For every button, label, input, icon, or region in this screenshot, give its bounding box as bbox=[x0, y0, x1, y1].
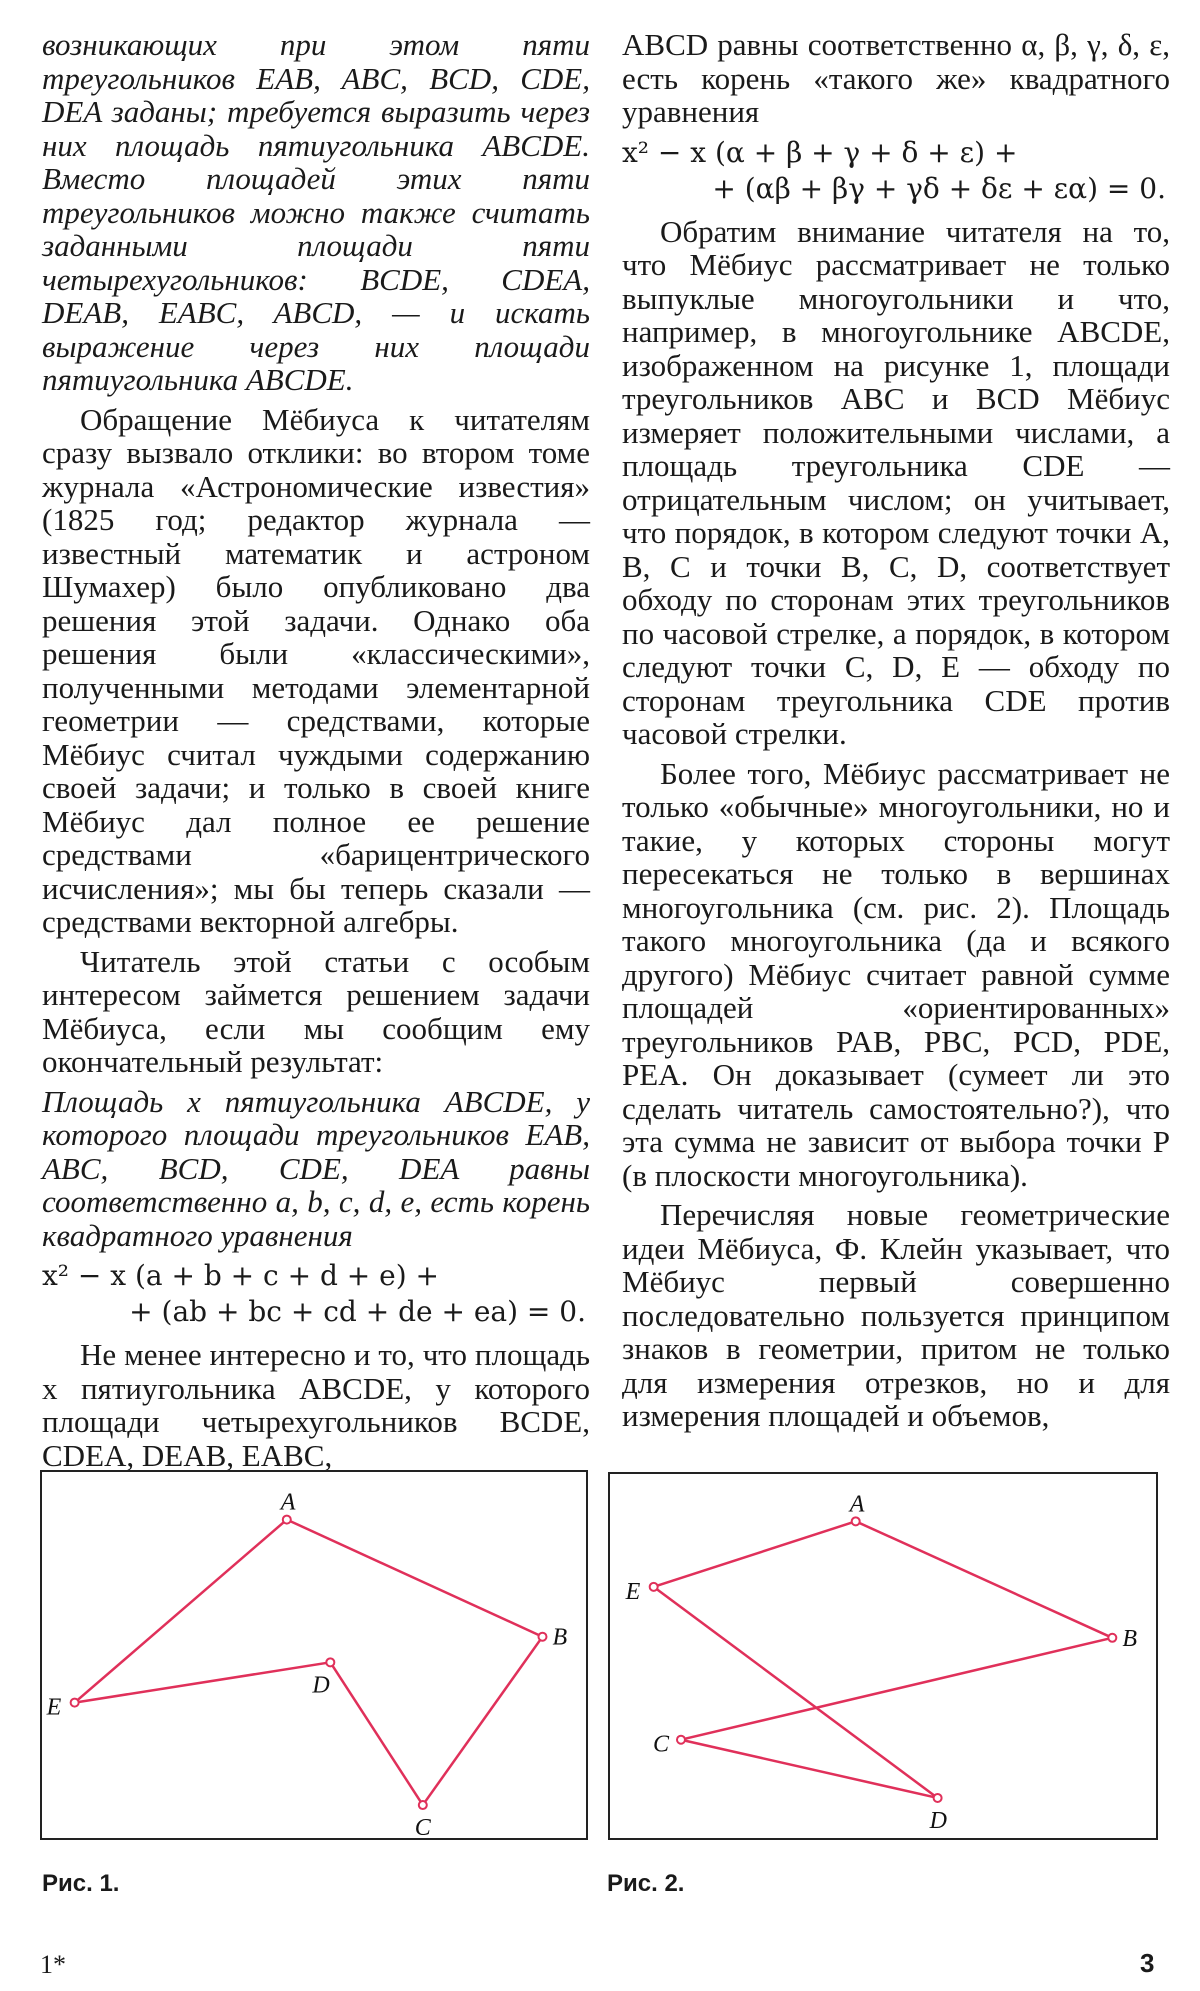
left-paragraph-1: возникающих при этом пяти треугольников EAB, ABC, BCD, CDE, DEA заданы; требуется выразить через них площадь пятиугольника ABCDE. Вместо площадей этих пяти треугольников можно также считать заданными площади пяти четырехугольников: BCDE, CDEA, DEAB, EABC, ABCD, — и искать выражение через них площади пятиугольника ABCDE. bbox=[42, 27, 590, 397]
figure-1-edge-BC bbox=[423, 1637, 543, 1805]
left-formula bbox=[42, 1258, 590, 1330]
figure-2-vertex-D bbox=[934, 1794, 942, 1802]
figure-2-label-A: A bbox=[849, 1491, 865, 1518]
right-paragraph-2: Обратим внимание читателя на то, что Мёбиус рассматривает не только выпуклые многоугольники и что, например, в многоугольнике ABCDE, изображенном на рисунке 1, площади треугольников ABC и BCD Мёбиус измеряет положительными числами, а площадь треугольника CDE — отрицательным числом; он учитывает, что порядок, в котором следуют точки A, B, C и точки B, C, D, соответствует обходу по сторонам этих треугольников по часовой стрелке, а порядок, в котором следуют точки C, D, E — обходу по сторонам треугольника CDE против часовой стрелки. bbox=[622, 213, 1170, 751]
figure-1-vertex-D bbox=[326, 1658, 334, 1666]
figure-1-label-E: E bbox=[46, 1694, 62, 1721]
right-paragraph-4: Перечисляя новые геометрические идеи Мёбиуса, Ф. Клейн указывает, что Мёбиус первый совершенно последовательно пользуется принципом знаков в геометрии, притом не только для измерения отрезков, но и для измерения площадей и объемов, bbox=[622, 1197, 1170, 1433]
left-formula-line-2: + (ab + bc + cd + de + ea) = 0. bbox=[129, 1295, 586, 1328]
figure-1-label-A: A bbox=[280, 1489, 296, 1516]
figure-2-vertex-B bbox=[1108, 1634, 1116, 1642]
figure-2-edge-EA bbox=[654, 1521, 856, 1587]
right-formula-line-2: + (αβ + βγ + γδ + δε + εα) = 0. bbox=[712, 171, 1166, 205]
figure-1-edge-AB bbox=[287, 1520, 543, 1637]
figure-1-vertex-A bbox=[283, 1516, 291, 1524]
left-paragraph-theorem: Площадь x пятиугольника ABCDE, у которого площади треугольников EAB, ABC, BCD, CDE, DEA равны соответственно a, b, c, d, e, есть корень квадратного уравнения bbox=[42, 1083, 590, 1253]
figure-2-edge-BC bbox=[681, 1638, 1112, 1740]
page-number: 3 bbox=[1140, 1948, 1155, 1978]
figure-1-vertex-B bbox=[538, 1633, 546, 1641]
figure-2-vertex-A bbox=[852, 1517, 860, 1525]
figure-2-caption: Рис. 2. bbox=[607, 1870, 685, 1897]
left-paragraph-3: Читатель этой статьи с особым интересом займется решением задачи Мёбиуса, если мы сообщим ему окончательный результат: bbox=[42, 943, 590, 1079]
right-paragraph-3: Более того, Мёбиус рассматривает не только «обычные» многоугольники, но и такие, у которых стороны могут пересекаться не только в вершинах многоугольника (см. рис. 2). Площадь такого многоугольника (да и всякого другого) Мёбиус считает равной сумме площадей «ориентированных» треугольников PAB, PBC, PCD, PDE, PEA. Он доказывает (сумеет ли это сделать читатель самостоятельно?), что эта сумма не зависит от выбора точки P (в плоскости многоугольника). bbox=[622, 755, 1170, 1193]
left-formula-line-1: x² − x (a + b + c + d + e) + bbox=[42, 1259, 440, 1292]
figure-1-label-C: C bbox=[414, 1815, 431, 1838]
figure-2-label-D: D bbox=[929, 1807, 947, 1834]
right-paragraph-1: ABCD равны соответственно α, β, γ, δ, ε, есть корень «такого же» квадратного уравнения bbox=[622, 27, 1170, 129]
figure-2-frame bbox=[608, 1472, 1158, 1840]
left-column bbox=[42, 28, 590, 1478]
figure-1-frame bbox=[40, 1470, 588, 1840]
figure-1-edge-CD bbox=[330, 1662, 422, 1805]
figure-1-caption: Рис. 1. bbox=[42, 1870, 120, 1897]
figure-2-label-E: E bbox=[625, 1578, 641, 1605]
figure-1-vertex-E bbox=[71, 1699, 79, 1707]
right-column bbox=[622, 28, 1170, 1439]
figure-1-diagram bbox=[42, 1472, 586, 1838]
left-paragraph-2: Обращение Мёбиуса к читателям сразу вызвало отклики: во втором томе журнала «Астрономические известия» (1825 год; редактор журнала — известный математик и астроном Шумахер) было опубликовано два решения этой задачи. Однако оба решения были «классическими», полученными методами элементарной геометрии — средствами, которые Мёбиус считал чуждыми содержанию своей задачи; и только в своей книге Мёбиус дал полное ее решение средствами «барицентрического исчисления»; мы бы теперь сказали — средствами векторной алгебры. bbox=[42, 401, 590, 939]
figure-1-label-B: B bbox=[552, 1624, 568, 1651]
figure-2-vertex-C bbox=[677, 1736, 685, 1744]
footer-signature: 1* bbox=[40, 1950, 66, 1979]
figure-2-label-C: C bbox=[652, 1731, 669, 1758]
figure-2-vertex-E bbox=[650, 1583, 658, 1591]
right-formula bbox=[622, 135, 1170, 207]
figure-1-vertex-C bbox=[419, 1801, 427, 1809]
figure-2-diagram bbox=[610, 1474, 1156, 1838]
left-paragraph-5: Не менее интересно и то, что площадь x пятиугольника ABCDE, у которого площади четырехугольников BCDE, CDEA, DEAB, EABC, bbox=[42, 1337, 590, 1473]
figure-1-label-D: D bbox=[312, 1672, 330, 1699]
right-formula-line-1: x² − x (α + β + γ + δ + ε) + bbox=[622, 135, 1018, 169]
figure-2-label-B: B bbox=[1122, 1625, 1137, 1652]
figure-2-edge-AB bbox=[856, 1521, 1113, 1637]
